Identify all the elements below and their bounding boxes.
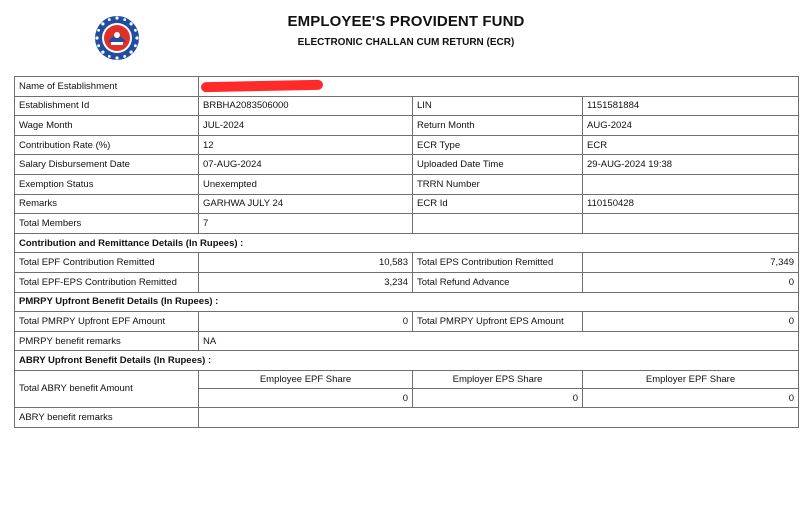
table-row (15, 77, 799, 97)
table-row (15, 214, 799, 234)
establishment-id-value: BRBHA2083506000 (199, 96, 413, 116)
name-of-establishment-value (199, 77, 799, 97)
employee-epf-share-value: 0 (199, 389, 413, 408)
total-eps-contribution-value: 7,349 (583, 253, 799, 273)
lin-value: 1151581884 (583, 96, 799, 116)
table-row (15, 155, 799, 175)
epfo-logo (94, 15, 140, 61)
table-row (15, 351, 799, 371)
total-refund-advance-value: 0 (583, 272, 799, 292)
uploaded-date-time-value: 29-AUG-2024 19:38 (583, 155, 799, 175)
table-row (15, 253, 799, 273)
table-row (15, 135, 799, 155)
table-row (15, 233, 799, 253)
total-members-label: Total Members (15, 214, 199, 234)
total-members-value: 7 (199, 214, 413, 234)
total-epf-eps-contribution-value: 3,234 (199, 272, 413, 292)
exemption-status-value: Unexempted (199, 174, 413, 194)
table-row (15, 312, 799, 332)
pmrpy-eps-amount-label: Total PMRPY Upfront EPS Amount (413, 312, 583, 332)
page-subtitle: ELECTRONIC CHALLAN CUM RETURN (ECR) (297, 37, 515, 48)
empty-cell (583, 214, 799, 234)
ecr-id-value: 110150428 (583, 194, 799, 214)
contribution-rate-value: 12 (199, 135, 413, 155)
table-row (15, 96, 799, 116)
ecr-type-label: ECR Type (413, 135, 583, 155)
trrn-number-value (583, 174, 799, 194)
lin-label: LIN (413, 96, 583, 116)
table-row (15, 331, 799, 351)
table-row (15, 272, 799, 292)
ecr-id-label: ECR Id (413, 194, 583, 214)
ecr-type-value: ECR (583, 135, 799, 155)
pmrpy-section-title: PMRPY Upfront Benefit Details (In Rupees) : (15, 292, 799, 312)
pmrpy-remarks-value: NA (199, 331, 799, 351)
exemption-status-label: Exemption Status (15, 174, 199, 194)
ecr-details-table (14, 76, 799, 428)
table-row (15, 407, 799, 427)
remarks-label: Remarks (15, 194, 199, 214)
salary-disbursement-date-label: Salary Disbursement Date (15, 155, 199, 175)
employer-epf-share-value: 0 (583, 389, 799, 408)
uploaded-date-time-label: Uploaded Date Time (413, 155, 583, 175)
table-row (15, 194, 799, 214)
pmrpy-remarks-label: PMRPY benefit remarks (15, 331, 199, 351)
salary-disbursement-date-value: 07-AUG-2024 (199, 155, 413, 175)
total-epf-contribution-value: 10,583 (199, 253, 413, 273)
abry-section-title: ABRY Upfront Benefit Details (In Rupees) : (15, 351, 799, 371)
contribution-section-title: Contribution and Remittance Details (In Rupees) : (15, 233, 799, 253)
empty-cell (413, 214, 583, 234)
employee-epf-share-header: Employee EPF Share (199, 370, 413, 389)
table-row (15, 370, 799, 389)
employer-epf-share-header: Employer EPF Share (583, 370, 799, 389)
table-row (15, 116, 799, 136)
establishment-id-label: Establishment Id (15, 96, 199, 116)
total-epf-contribution-label: Total EPF Contribution Remitted (15, 253, 199, 273)
abry-total-amount-label: Total ABRY benefit Amount (15, 370, 199, 407)
pmrpy-eps-amount-value: 0 (583, 312, 799, 332)
abry-remarks-value (199, 407, 799, 427)
return-month-value: AUG-2024 (583, 116, 799, 136)
abry-remarks-label: ABRY benefit remarks (15, 407, 199, 427)
total-refund-advance-label: Total Refund Advance (413, 272, 583, 292)
employer-eps-share-header: Employer EPS Share (413, 370, 583, 389)
table-row (15, 292, 799, 312)
remarks-value: GARHWA JULY 24 (199, 194, 413, 214)
wage-month-value: JUL-2024 (199, 116, 413, 136)
page-header (0, 0, 800, 70)
contribution-rate-label: Contribution Rate (%) (15, 135, 199, 155)
total-eps-contribution-label: Total EPS Contribution Remitted (413, 253, 583, 273)
total-epf-eps-contribution-label: Total EPF-EPS Contribution Remitted (15, 272, 199, 292)
wage-month-label: Wage Month (15, 116, 199, 136)
redaction-mark (201, 80, 323, 93)
trrn-number-label: TRRN Number (413, 174, 583, 194)
pmrpy-epf-amount-label: Total PMRPY Upfront EPF Amount (15, 312, 199, 332)
table-row (15, 174, 799, 194)
return-month-label: Return Month (413, 116, 583, 136)
pmrpy-epf-amount-value: 0 (199, 312, 413, 332)
employer-eps-share-value: 0 (413, 389, 583, 408)
name-of-establishment-label: Name of Establishment (15, 77, 199, 97)
page-title: EMPLOYEE'S PROVIDENT FUND (287, 13, 525, 30)
